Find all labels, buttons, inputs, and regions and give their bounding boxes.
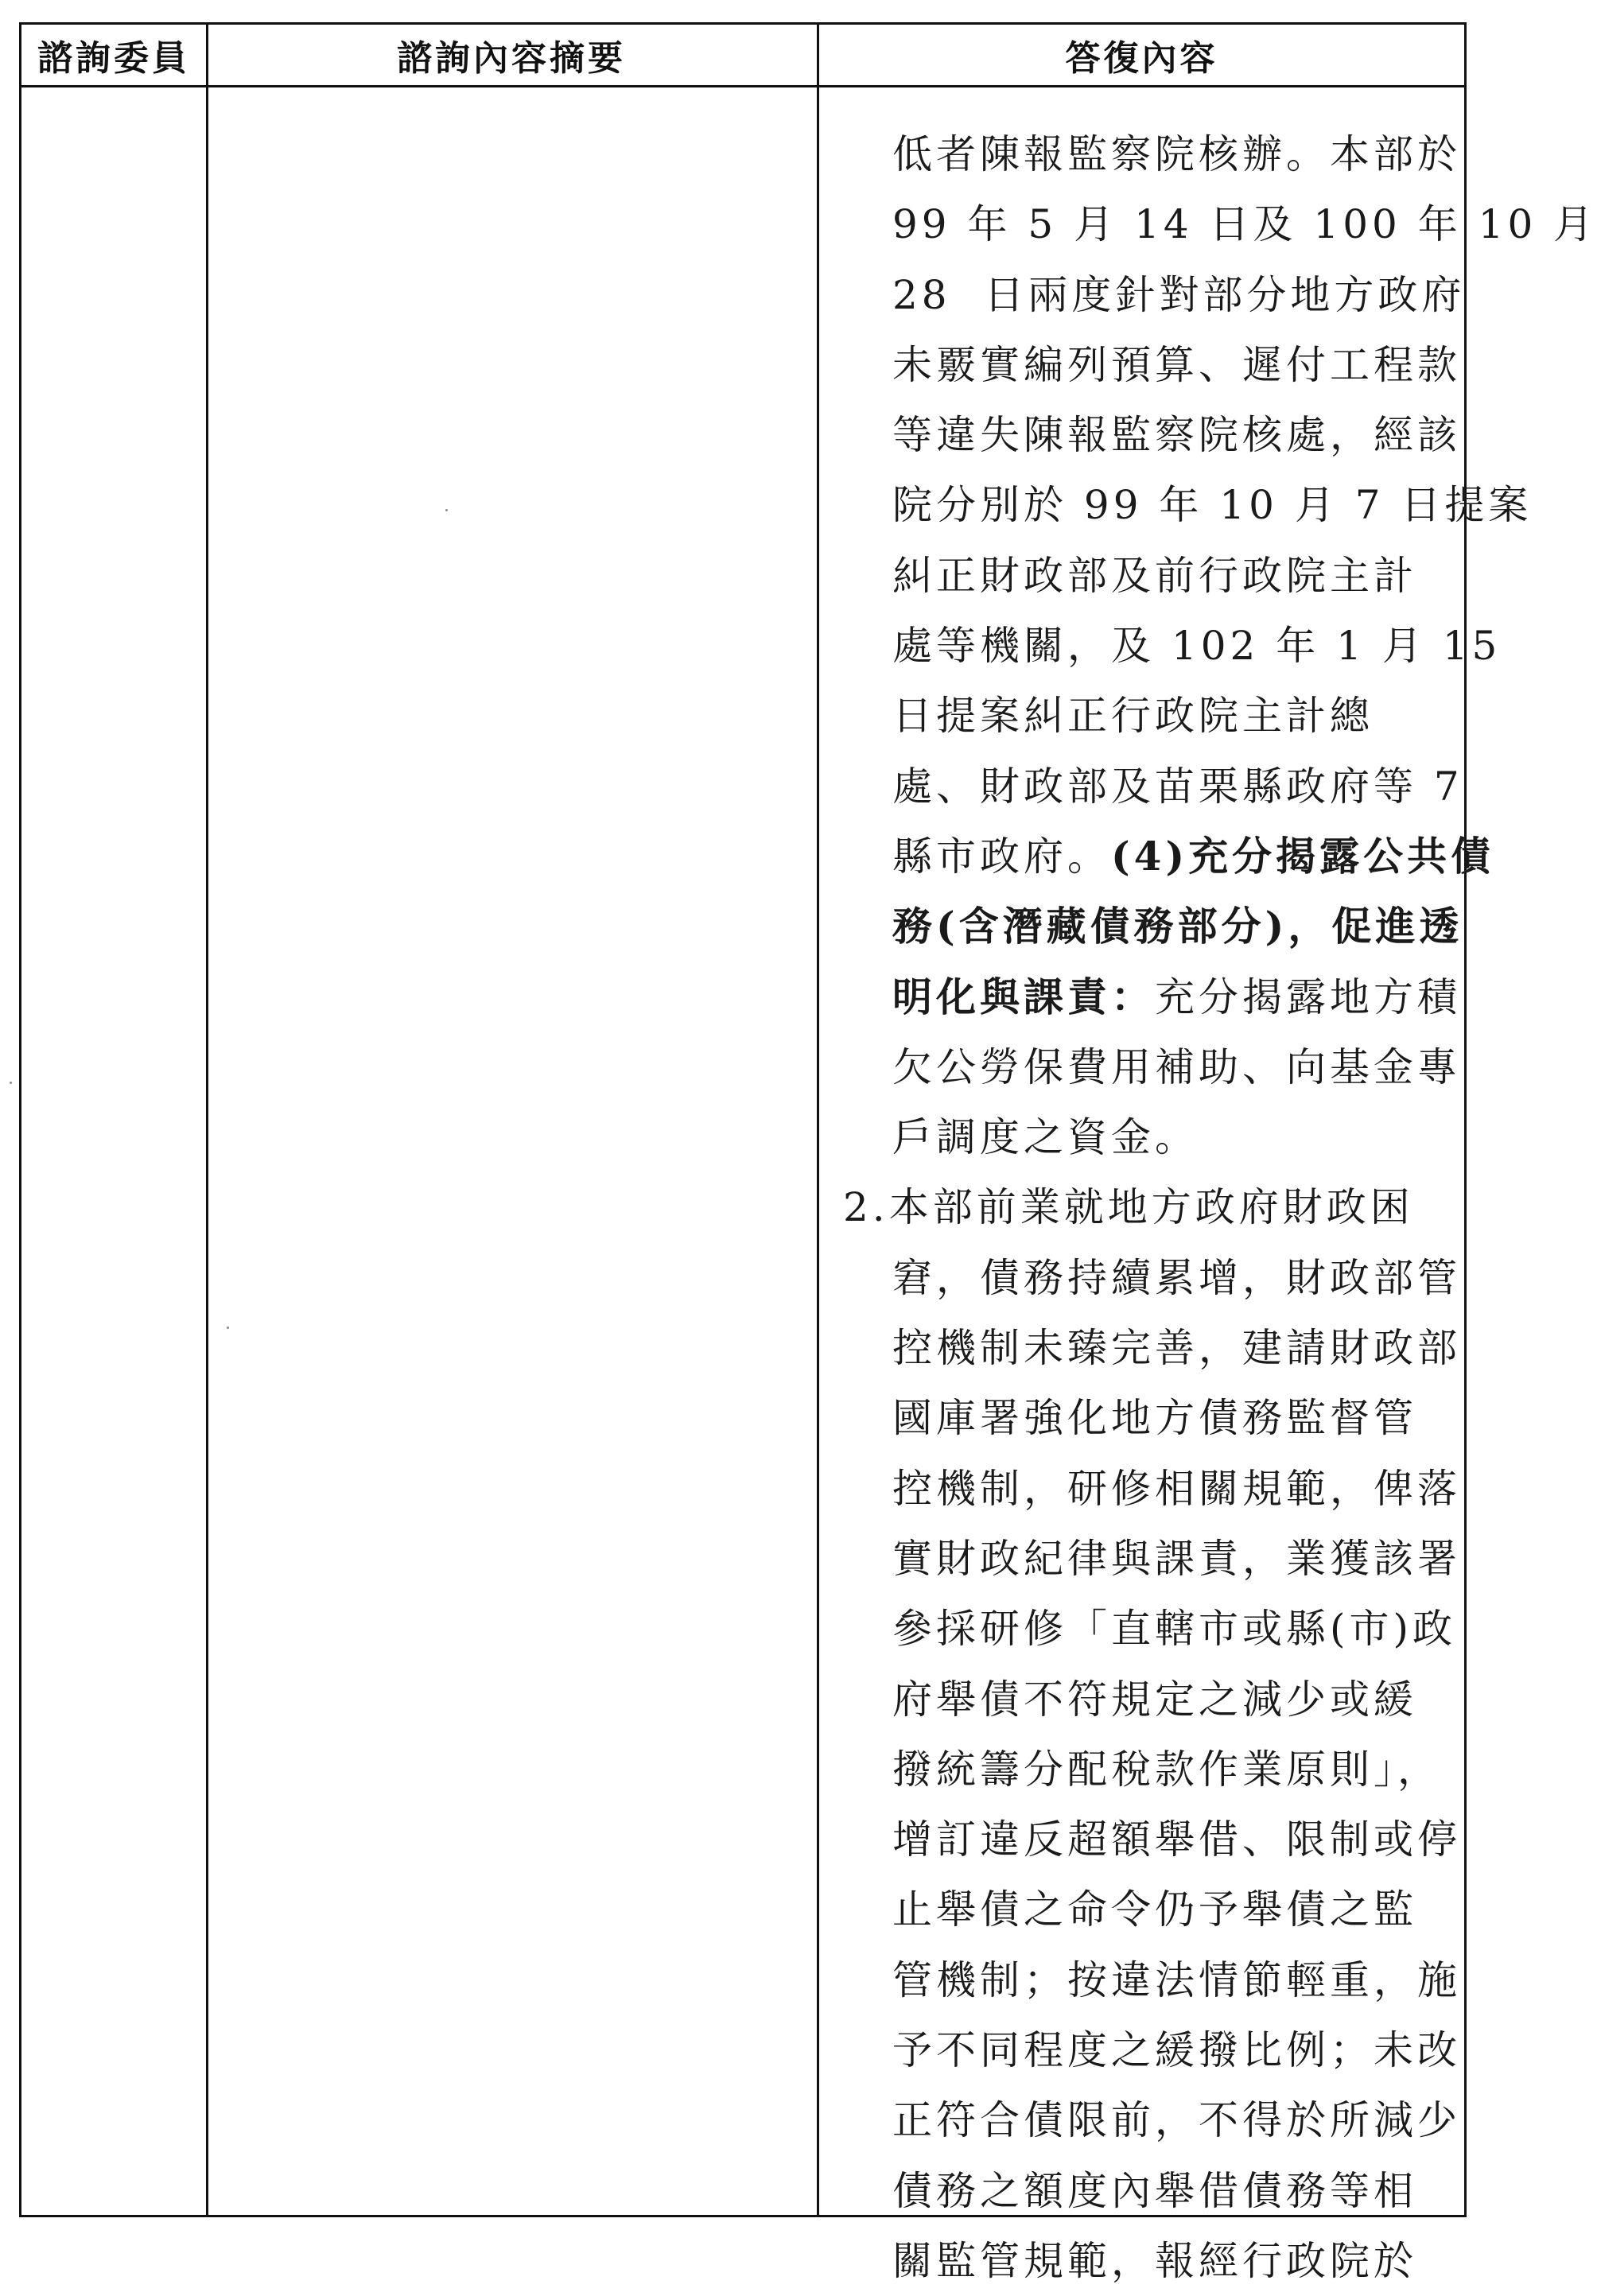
- reply-line-text: 28 日兩度針對部分地方政府: [892, 271, 1466, 318]
- reply-line-text: 參採研修「直轄市或縣(市)政: [892, 1606, 1457, 1653]
- reply-line-text: 99 年 5 月 14 日及 100 年 10 月: [892, 201, 1597, 248]
- reply-line-text: 止舉債之命令仍予舉債之監: [892, 1886, 1417, 1933]
- reply-line: [843, 2156, 1455, 2226]
- reply-line: [843, 1102, 1455, 1172]
- reply-line: [843, 2015, 1461, 2085]
- reply-line-text: 正符合債限前，不得於所減少: [892, 2097, 1461, 2144]
- reply-line: [843, 260, 1466, 330]
- reply-line: [843, 1313, 1461, 1383]
- reply-line-bold: 務(含潛藏債務部分)，促進透: [892, 903, 1463, 950]
- reply-line-text: 關監管規範，報經行政院於: [892, 2237, 1417, 2284]
- reply-line-text: 府舉債不符規定之減少或緩: [892, 1676, 1417, 1723]
- reply-line-text: 債務之額度內舉借債務等相: [892, 2167, 1417, 2214]
- reply-line: [843, 1383, 1455, 1453]
- reply-line-text: 院分別於 99 年 10 月 7 日提案: [892, 482, 1533, 529]
- reply-line: [843, 119, 1461, 189]
- reply-line-text: 處等機關，及 102 年 1 月 15: [892, 623, 1502, 670]
- reply-line: [843, 470, 1533, 540]
- reply-line-text: 窘，債務持續累增，財政部管: [892, 1254, 1461, 1301]
- header-reply: 答復內容: [1065, 38, 1218, 79]
- reply-line-text: 低者陳報監察院核辦。本部於: [892, 131, 1461, 177]
- reply-line-text: 糾正財政部及前行政院主計: [892, 552, 1417, 599]
- reply-line: [843, 1735, 1455, 1805]
- reply-line: [843, 1454, 1461, 1524]
- header-summary: 諮詢內容摘要: [397, 38, 626, 79]
- reply-line-text: 撥統籌分配稅款作業原則」，: [892, 1746, 1441, 1793]
- reply-line: [843, 1243, 1461, 1313]
- reply-line-text: 控機制，研修相關規範，俾落: [892, 1465, 1461, 1512]
- reply-line-text: 增訂違反超額舉借、限制或停: [892, 1816, 1461, 1863]
- reply-line: [843, 1594, 1455, 1664]
- reply-line: [843, 611, 1502, 681]
- summary-cell: [208, 87, 817, 2215]
- reply-line: [843, 2085, 1461, 2155]
- reply-line: [843, 681, 1455, 751]
- header-member: 諮詢委員: [37, 38, 190, 79]
- reply-line-text: 縣市政府。: [892, 833, 1111, 880]
- reply-line: [843, 822, 1495, 892]
- reply-line-text: 管機制；按違法情節輕重，施: [892, 1956, 1461, 2003]
- reply-line: [843, 2226, 1455, 2296]
- reply-line: [843, 1945, 1461, 2015]
- reply-line-text: 2.本部前業就地方政府財政困: [843, 1184, 1414, 1231]
- scan-speck: [10, 1082, 12, 1084]
- reply-line-bold: (4)充分揭露公共債: [1111, 832, 1495, 880]
- reply-line: [843, 1665, 1455, 1735]
- reply-line-text: 欠公勞保費用補助、向基金專: [892, 1043, 1461, 1090]
- scan-speck: [227, 1327, 229, 1329]
- reply-line-text: 實財政紀律與課責，業獲該署: [892, 1535, 1461, 1582]
- member-cell: [21, 87, 206, 2215]
- reply-line-tail: 充分揭露地方積: [1155, 973, 1461, 1020]
- reply-text: [843, 119, 1597, 2296]
- reply-line: [843, 541, 1455, 611]
- reply-line: [843, 400, 1461, 470]
- reply-line-text: 戶調度之資金。: [892, 1114, 1199, 1161]
- reply-line: [843, 1524, 1461, 1594]
- reply-line: [843, 1805, 1461, 1874]
- consultation-table: [19, 22, 1597, 2284]
- reply-line: [843, 330, 1461, 400]
- reply-line: [843, 962, 1461, 1032]
- reply-line-text: 等違失陳報監察院核處，經該: [892, 412, 1461, 459]
- reply-line-text: 處、財政部及苗栗縣政府等 7: [892, 763, 1463, 810]
- reply-line: [843, 1874, 1455, 1944]
- reply-line-text: 日提案糾正行政院主計總: [892, 693, 1374, 740]
- reply-line: [843, 189, 1597, 259]
- reply-line: [843, 752, 1463, 822]
- reply-line: [843, 1172, 1455, 1242]
- reply-line-text: 未覈實編列預算、遲付工程款: [892, 341, 1461, 388]
- reply-line: [843, 892, 1463, 962]
- reply-line: [843, 1032, 1461, 1102]
- reply-line-bold: 明化與課責：: [892, 973, 1155, 1020]
- reply-cell: [819, 87, 1597, 2284]
- reply-line-text: 國庫署強化地方債務監督管: [892, 1395, 1417, 1442]
- scan-speck: [445, 509, 448, 511]
- reply-line-text: 控機制未臻完善，建請財政部: [892, 1325, 1461, 1372]
- reply-line-text: 予不同程度之緩撥比例；未改: [892, 2027, 1461, 2074]
